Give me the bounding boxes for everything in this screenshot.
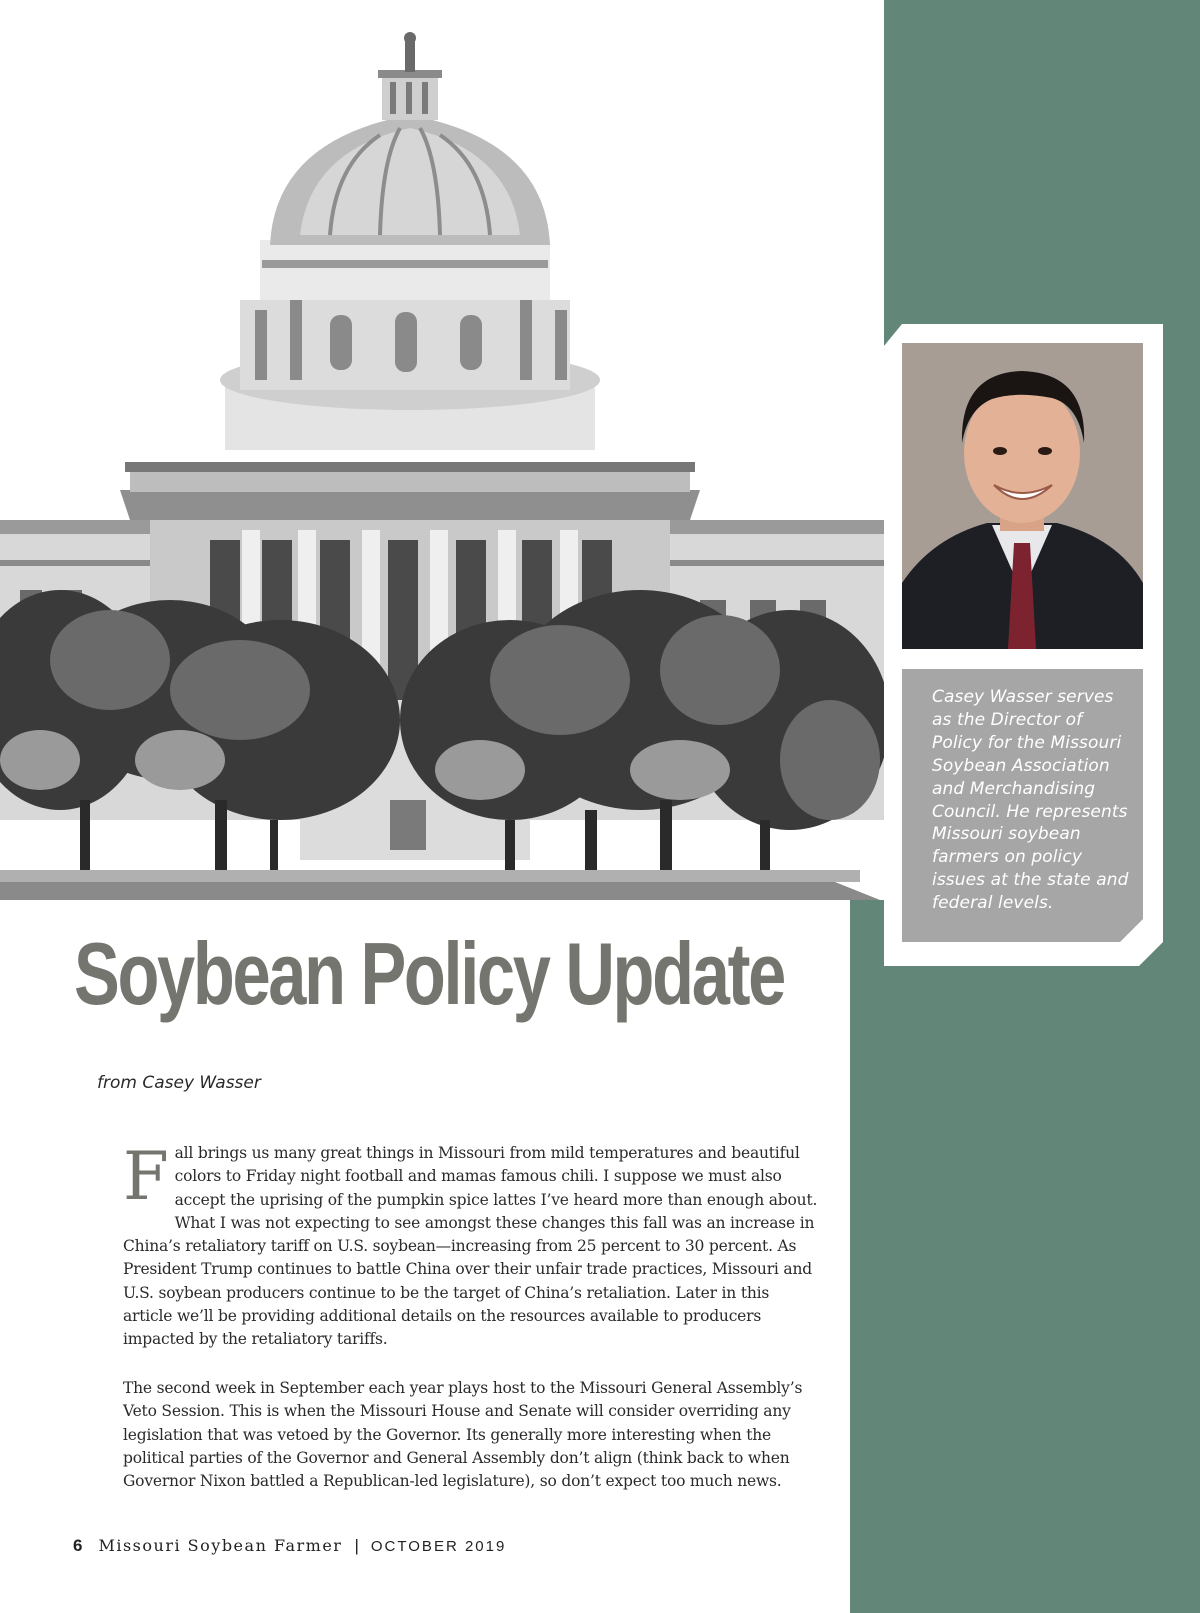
- footer-separator: |: [354, 1536, 359, 1555]
- article-headline: Soybean Policy Update: [74, 924, 784, 1023]
- article-paragraph-2: The second week in September each year plays host to the Missouri General Assembly’s Veto Session. This is when the Missouri House and Senate will consider overriding any legislation that was vetoed by the Governor. Its generally more interesting when the political parties of the Governor and General Assembly don’t align (think back to when Governor Nixon battled a Republican-led legislature), so don’t expect too much news.: [123, 1379, 803, 1491]
- author-headshot-photo: [902, 343, 1143, 649]
- page-footer: [73, 1536, 506, 1556]
- article-paragraph-1: [123, 1138, 823, 1352]
- paragraph-1-text: all brings us many great things in Missouri from mild temperatures and beautiful colors to Friday night football and mamas famous chili. I suppose we must also accept the uprising of the pumpkin spice lattes I’ve heard more than enough about. What I was not expecting to see amongst these changes this fall was an increase in China’s retaliatory tariff on U.S. soybean—increasing from 25 percent to 30 percent. As President Trump continues to battle China over their unfair trade practices, Missouri and U.S. soybean producers continue to be the target of China’s retaliation. Later in this article we’ll be providing additional details on the resources available to producers impacted by the retaliatory tariffs.: [123, 1144, 818, 1349]
- article-byline: from Casey Wasser: [97, 1073, 261, 1093]
- drop-cap: F: [123, 1138, 169, 1215]
- capitol-building-image: [0, 0, 884, 900]
- author-bio-text: Casey Wasser serves as the Director of Policy for the Missouri Soybean Association and Merchandising Council. He represents Missouri soybean farmers on policy issues at the state and federal levels.: [932, 687, 1129, 914]
- page-number: 6: [73, 1536, 83, 1555]
- publication-name: Missouri Soybean Farmer: [98, 1536, 343, 1555]
- issue-date: OCTOBER 2019: [370, 1538, 507, 1555]
